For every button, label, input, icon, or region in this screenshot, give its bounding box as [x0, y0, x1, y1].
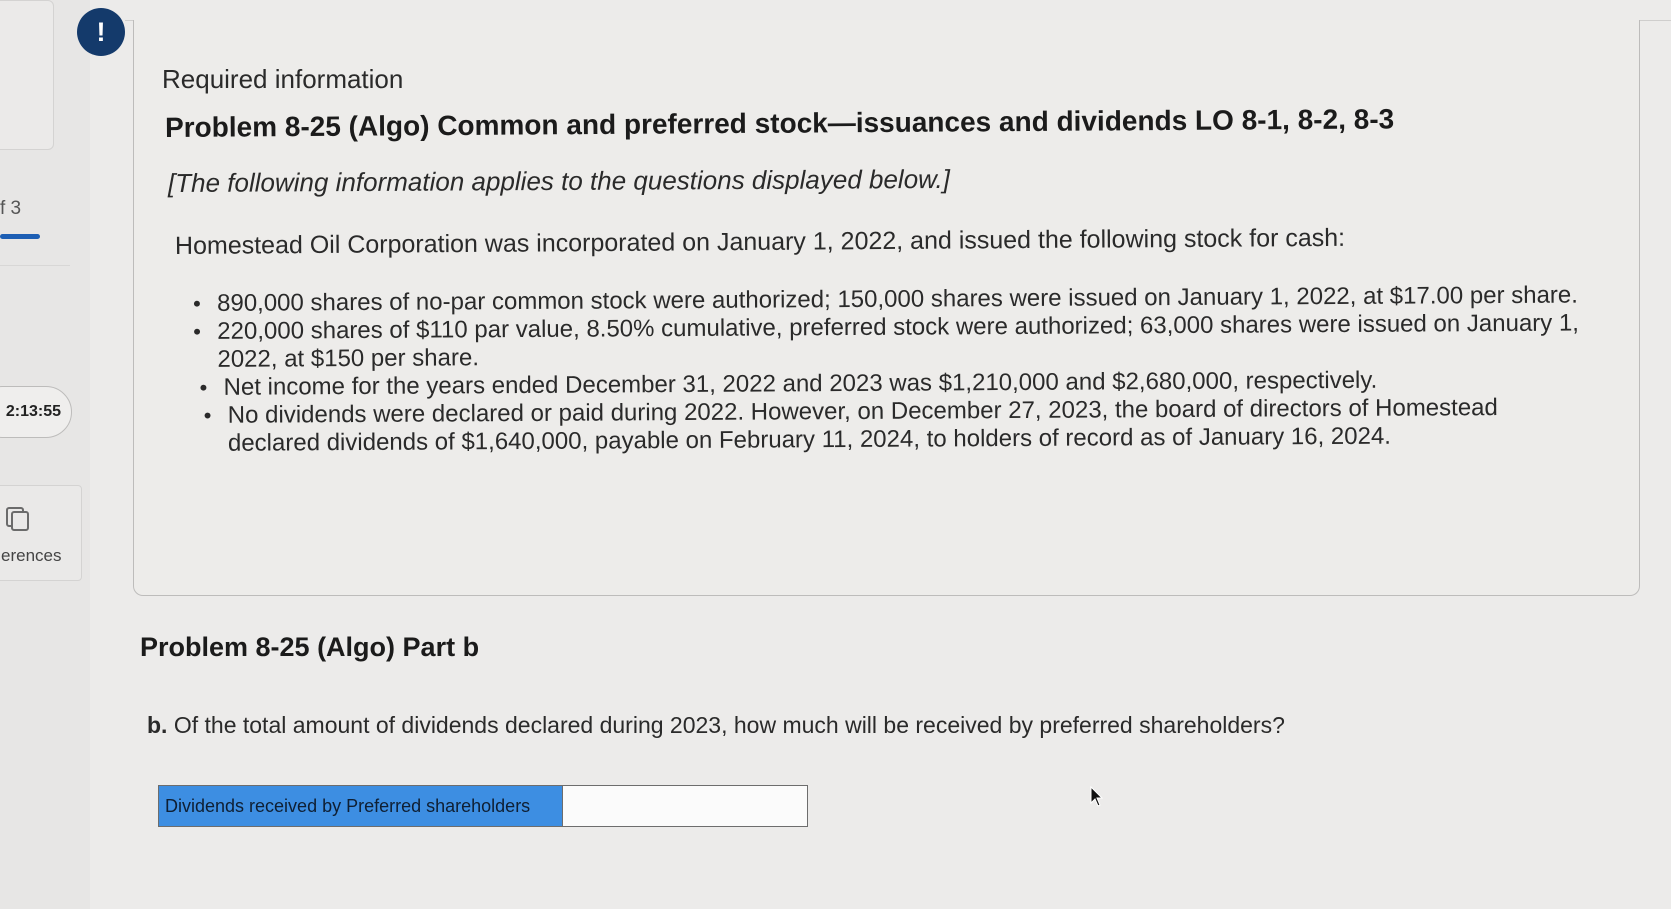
- references-label: erences: [1, 546, 62, 565]
- answer-label: Dividends received by Preferred shareholders: [159, 786, 562, 826]
- list-item: • Net income for the years ended December 31, 2022 and 2023 was $1,210,000 and $2,680,000, respectively.: [200, 365, 1594, 402]
- intro-text: Homestead Oil Corporation was incorporated on January 1, 2022, and issued the following stock for cash:: [174, 223, 1346, 260]
- timer[interactable]: 2:13:55: [0, 386, 72, 438]
- question-text: [147, 712, 1285, 739]
- question-body: Of the total amount of dividends declared during 2023, how much will be received by preferred shareholders?: [173, 712, 1285, 738]
- question-letter: b.: [147, 712, 168, 738]
- applies-note: [The following information applies to the questions displayed below.]: [167, 163, 950, 198]
- sidebar-divider: [0, 265, 70, 266]
- sidebar: [0, 0, 90, 909]
- problem-title: Problem 8-25 (Algo) Common and preferred stock—issuances and dividends LO 8-1, 8-2, 8-3: [164, 103, 1395, 143]
- list-item: • 890,000 shares of no-par common stock were authorized; 150,000 shares were issued on January 1, 2022, at $17.00 per share.: [193, 281, 1593, 318]
- cursor-icon: [1090, 786, 1104, 808]
- sidebar-top-card[interactable]: [0, 0, 54, 150]
- references-button[interactable]: [0, 485, 82, 581]
- list-item: • No dividends were declared or paid during 2022. However, on December 27, 2023, the board of directors of Homestead declared dividends of $1,640,000, payable on February 11, 2024, to holders of record as of January 16, 2024.: [204, 393, 1594, 457]
- alert-icon: !: [77, 8, 125, 56]
- facts-list: [193, 281, 1594, 458]
- required-information-heading: Required information: [162, 64, 404, 94]
- answer-row: [158, 785, 808, 827]
- part-title: Problem 8-25 (Algo) Part b: [140, 632, 480, 662]
- dividends-preferred-input[interactable]: [562, 786, 807, 826]
- references-icon: [5, 506, 31, 532]
- progress-indicator: [0, 234, 40, 239]
- list-item: • 220,000 shares of $110 par value, 8.50% cumulative, preferred stock were authorized; 63,000 shares were issued on January 1, 2022, at $150 per share.: [193, 309, 1593, 374]
- question-counter: f 3: [0, 198, 22, 219]
